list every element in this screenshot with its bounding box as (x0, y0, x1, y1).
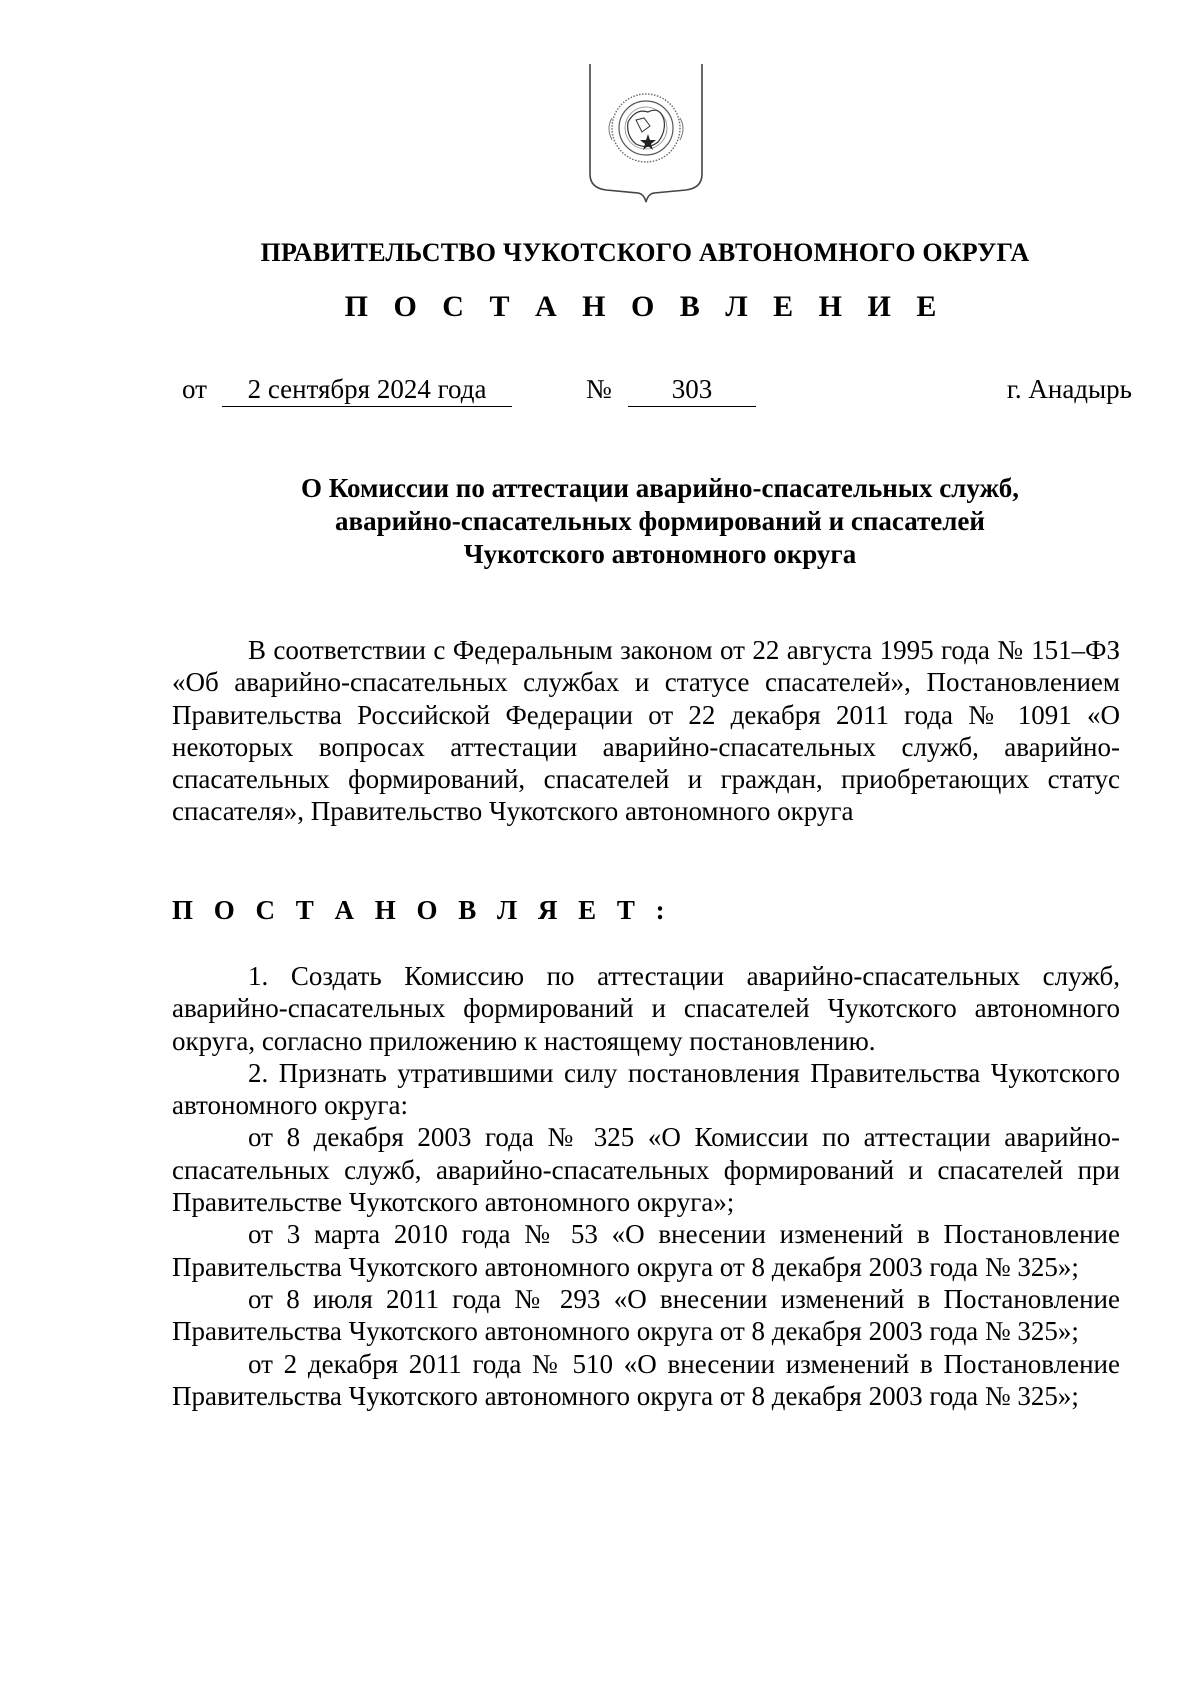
number-sign: № (586, 374, 612, 404)
decree-item: от 2 декабря 2011 года № 510 «О внесении изменений в Постановление Правительства Чукотского автономного округа от 8 декабря 2003 года № 325»; (172, 1348, 1120, 1411)
subject-line: аварийно-спасательных формирований и спасателей (335, 506, 985, 536)
document-date: 2 сентября 2024 года (222, 372, 512, 407)
decree-item: 1. Создать Комиссию по аттестации аварийно-спасательных служб, аварийно-спасательных формирований и спасателей Чукотского автономного округа, согласно приложению к настоящему постановлению. (172, 961, 1120, 1056)
subject-line: Чукотского автономного округа (463, 539, 857, 569)
decree-items (172, 960, 1120, 1412)
document-subject (200, 472, 1120, 571)
decree-heading: П О С Т А Н О В Л Я Е Т : (172, 895, 672, 925)
preamble-paragraph: В соответствии с Федеральным законом от 22 августа 1995 года № 151–ФЗ «Об аварийно-спасательных службах и статусе спасателей», Постановлением Правительства Российской Федерации от 22 декабря 2011 года № 1091 «О некоторых вопросах аттестации аварийно-спасательных служб, аварийно-спасательных формирований, спасателей и граждан, приобретающих статус спасателя», Правительство Чукотского автономного округа (172, 635, 1120, 827)
document-city: г. Анадырь (1006, 374, 1132, 404)
subject-line: О Комиссии по аттестации аварийно-спасательных служб, (301, 473, 1019, 503)
decree-item: от 8 декабря 2003 года № 325 «О Комиссии по аттестации аварийно-спасательных служб, аварийно-спасательных формирований и спасателей при Правительстве Чукотского автономного округа»; (172, 1122, 1120, 1218)
preamble-block (172, 634, 1120, 828)
decree-item: от 3 марта 2010 года № 53 «О внесении изменений в Постановление Правительства Чукотского автономного округа от 8 декабря 2003 года № 325»; (172, 1219, 1120, 1282)
coat-of-arms-emblem (586, 62, 706, 212)
date-prefix: от (182, 374, 207, 404)
document-type-heading: П О С Т А Н О В Л Е Н И Е (344, 290, 946, 323)
decree-item: 2. Признать утратившими силу постановления Правительства Чукотского автономного округа: (172, 1057, 1120, 1121)
government-name: ПРАВИТЕЛЬСТВО ЧУКОТСКОГО АВТОНОМНОГО ОКРУГА (260, 238, 1030, 267)
decree-item: от 8 июля 2011 года № 293 «О внесении изменений в Постановление Правительства Чукотского автономного округа от 8 декабря 2003 года № 325»; (172, 1283, 1120, 1347)
document-number: 303 (628, 372, 756, 407)
